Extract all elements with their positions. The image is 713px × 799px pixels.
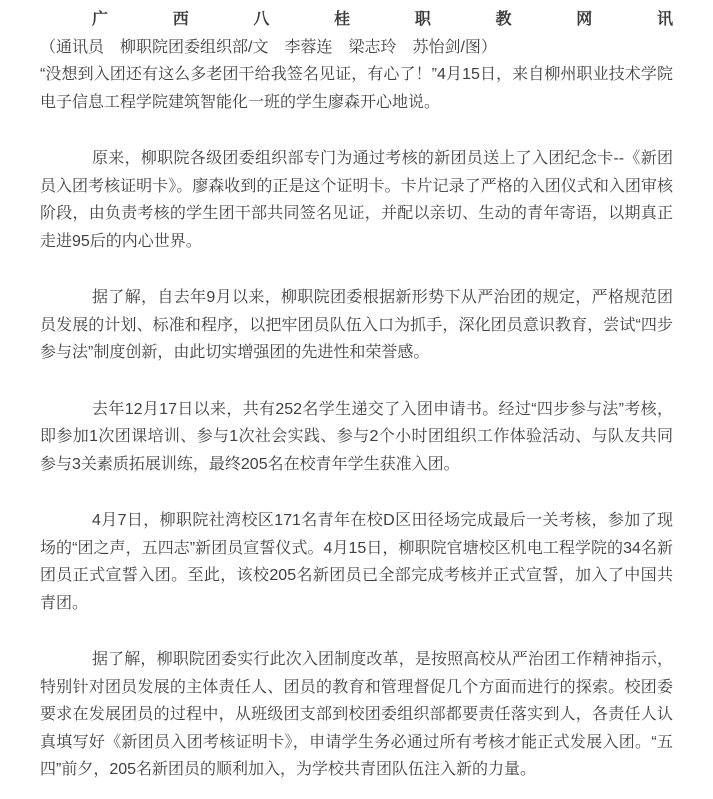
- article-paragraph-2: 据了解，自去年9月以来，柳职院团委根据新形势下从严治团的规定，严格规范团员发展的计划、标准和程序，以把牢团员队伍入口为抓手，深化团员意识教育，尝试“四步参与法”制度创新，由此切实增强团的先进性和荣誉感。: [40, 289, 673, 361]
- article-paragraph-3: 去年12月17日以来，共有252名学生递交了入团申请书。经过“四步参与法”考核，即参加1次团课培训、参与1次社会实践、参与2个小时团组织工作体验活动、与队友共同参与3关素质拓展训练，最终205名在校青年学生获准入团。: [40, 400, 673, 473]
- byline-paragraph: [40, 6, 673, 61]
- byline-credits: （通讯员 柳职院团委组织部/文 李蓉连 梁志玲 苏怡剑/图）: [40, 38, 497, 56]
- article-paragraph-1: 原来，柳职院各级团委组织部专门为通过考核的新团员送上了入团纪念卡--《新团员入团考核证明卡》。廖森收到的正是这个证明卡。卡片记录了严格的入团仪式和入团审核阶段，由负责考核的学生团干部共同签名见证，并配以亲切、生动的青年寄语，以期真正走进95后的内心世界。: [40, 150, 673, 250]
- lede-paragraph: “没想到入团还有这么多老团干给我签名见证，有心了！”4月15日，来自柳州职业技术学院电子信息工程学院建筑智能化一班的学生廖森开心地说。: [40, 66, 673, 111]
- article-paragraph-5: 据了解，柳职院团委实行此次入团制度改革，是按照高校从严治团工作精神指示，特别针对团员发展的主体责任人、团员的教育和管理督促几个方面而进行的探索。校团委要求在发展团员的过程中，从班级团支部到校团委组织部都要责任落实到人，各责任人认真填写好《新团员入团考核证明卡》，申请学生务必通过所有考核才能正式发展入团。“五四”前夕，205名新团员的顺利加入，为学校共青团队伍注入新的力量。: [40, 651, 673, 778]
- news-source-label: 广西八桂职教网讯: [92, 11, 673, 28]
- article-paragraph-4: 4月7日，柳职院社湾校区171名青年在校D区田径场完成最后一关考核，参加了现场的“团之声，五四志”新团员宣誓仪式。4月15日，柳职院官塘校区机电工程学院的34名新团员正式宣誓入团。至此，该校205名新团员已全部完成考核并正式宣誓，加入了中国共青团。: [40, 512, 673, 612]
